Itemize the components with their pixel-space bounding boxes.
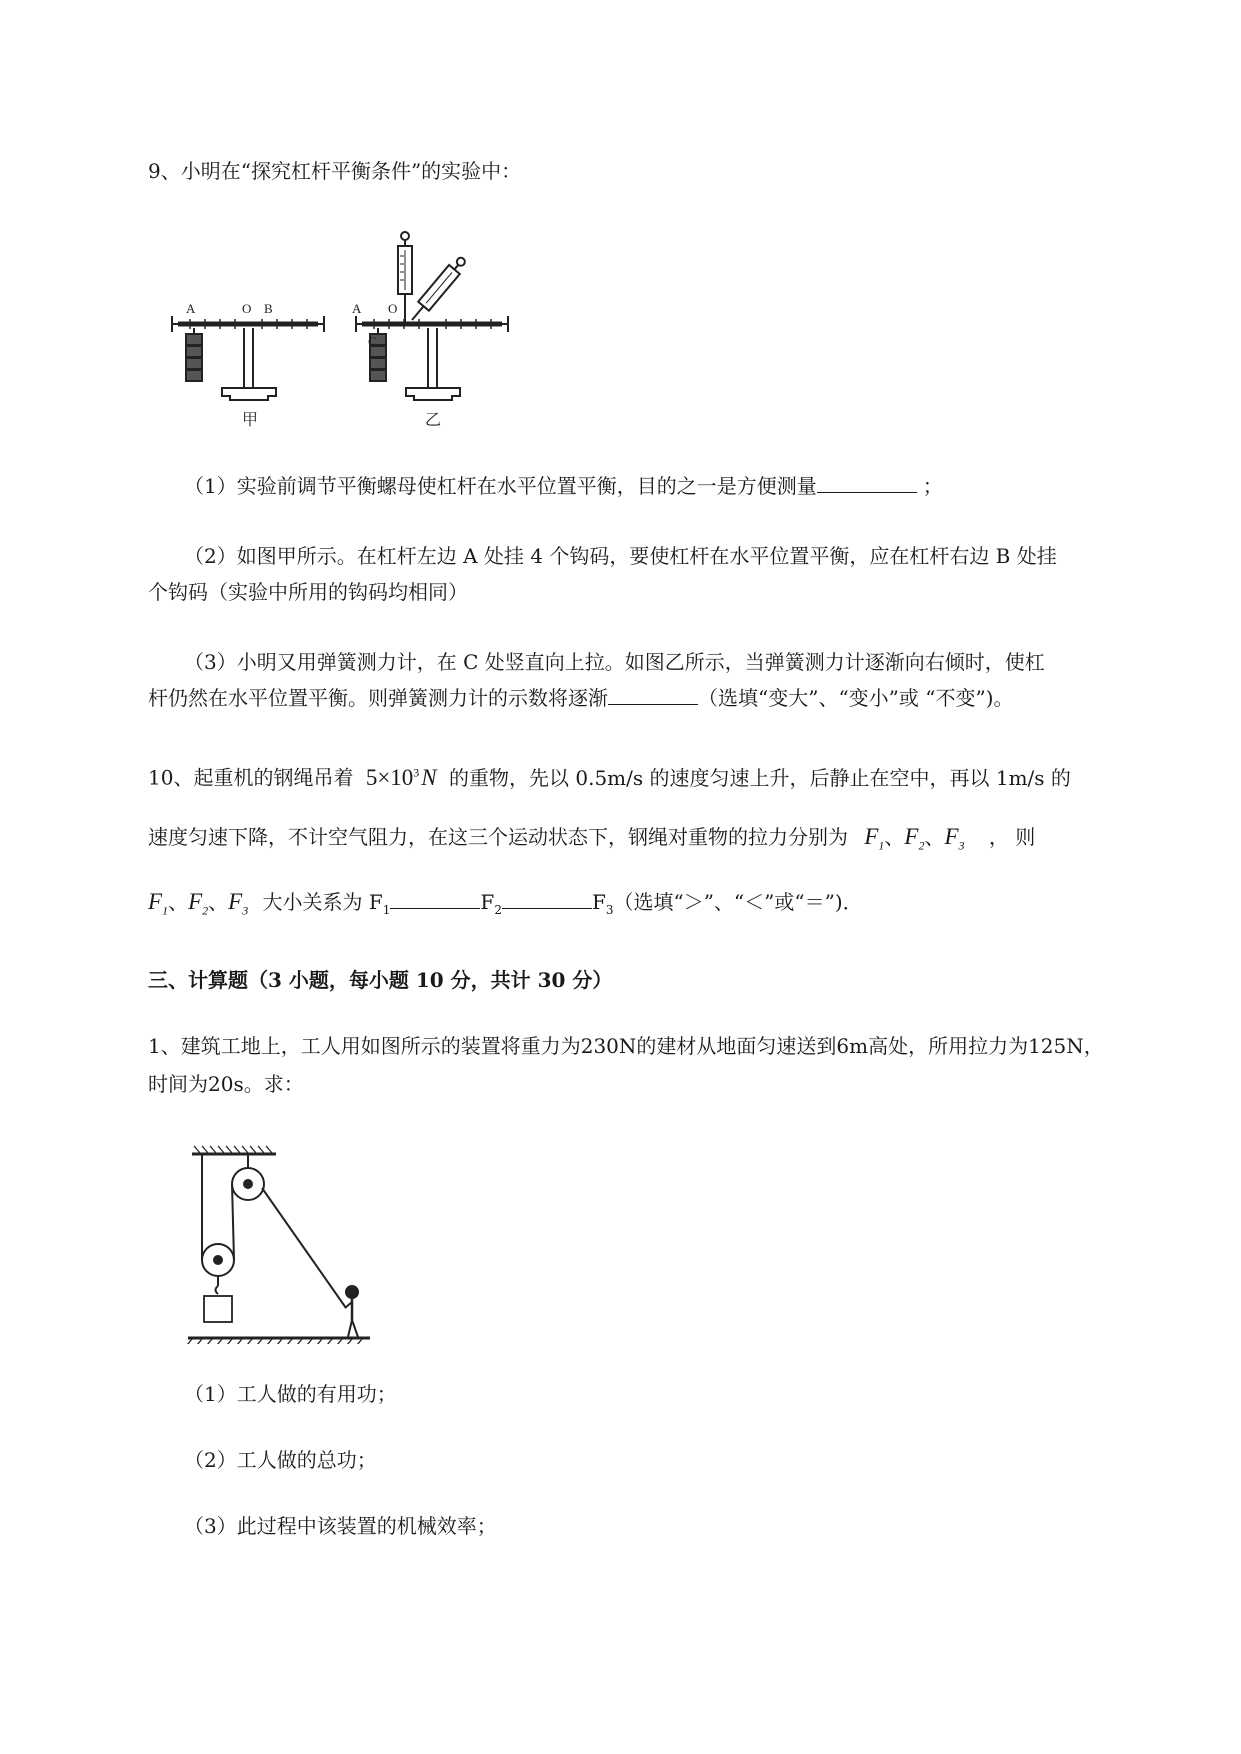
q9-part1-end: ； <box>922 474 943 498</box>
label-a-yi: A <box>352 301 362 316</box>
q9-part1-text: （1）实验前调节平衡螺母使杠杆在水平位置平衡，目的之一是方便测量 <box>184 474 817 498</box>
q10-f3-label: F <box>591 890 606 914</box>
calc1-line2: 时间为20s。求： <box>148 1072 304 1096</box>
q10-line2-end: ， 则 <box>988 825 1036 849</box>
q10-line2-text: 速度匀速下降，不计空气阻力，在这三个运动状态下，钢绳对重物的拉力分别为 <box>148 825 848 849</box>
q10-force-f1-b: $F_1$ <box>148 889 169 918</box>
caption-jia: 甲 <box>242 412 259 429</box>
q10-mass-base: 5×10 <box>365 764 414 790</box>
label-b-jia: B <box>264 301 273 316</box>
label-a-jia: A <box>186 301 196 316</box>
q10-force-f3-b: $F_3$ <box>228 889 249 918</box>
q10-mass-exp: 3 <box>413 765 420 779</box>
q9-part2-line2: 个钩码（实验中所用的钩码均相同） <box>148 580 468 604</box>
q10-line3: $F_1$、$F_2$、$F_3$ 大小关系为 $F_1$ $F_2$ $F_3$（选填“＞”、“＜”或“＝”)． <box>148 889 863 918</box>
caption-yi: 乙 <box>425 412 442 429</box>
q9-part1-blank[interactable] <box>817 472 917 493</box>
q9-part2-line1: （2）如图甲所示。在杠杆左边 A 处挂 4 个钩码，要使杠杆在水平位置平衡，应在杠杆右边 B 处挂 <box>184 544 1057 568</box>
q10-force-f1: $F_1$ <box>864 824 885 853</box>
q10-line1 <box>148 758 1071 792</box>
q10-relation-text: 大小关系为 F <box>262 890 383 914</box>
q9-part3-line2 <box>148 684 1014 712</box>
q10-force-f2: $F_2$ <box>904 824 925 853</box>
label-o-jia: O <box>242 301 252 316</box>
q9-stem: 9、小明在“探究杠杆平衡条件”的实验中： <box>148 159 522 183</box>
q10-line3-end: （选填“＞”、“＜”或“＝”)． <box>613 890 863 914</box>
lever-figure-jia <box>172 316 324 400</box>
calc1-sub2: （2）工人做的总功； <box>184 1448 377 1472</box>
q10-blank-1[interactable] <box>390 888 480 909</box>
q10-sep: 、 <box>924 825 945 849</box>
q10-sep: 、 <box>884 825 905 849</box>
q9-part3-options: （选填“变大”、“变小”或 “不变”)。 <box>698 686 1014 710</box>
q9-part3-line1: （3）小明又用弹簧测力计，在 C 处竖直向上拉。如图乙所示，当弹簧测力计逐渐向右倾时，使杠 <box>184 650 1045 674</box>
q9-part3-text: 杆仍然在水平位置平衡。则弹簧测力计的示数将逐渐 <box>148 686 608 710</box>
pulley-system-figure <box>170 1142 390 1344</box>
lever-figure-yi <box>356 232 508 400</box>
q10-force-f3: $F_3$ <box>944 824 965 853</box>
q10-line1-start: 10、起重机的钢绳吊着 <box>148 765 354 790</box>
q10-force-f2-b: $F_2$ <box>188 889 209 918</box>
q10-mass-formula <box>366 765 437 790</box>
label-c-yi: C <box>368 334 377 349</box>
q10-line1-end: 的重物，先以 0.5m/s 的速度匀速上升，后静止在空中，再以 1m/s 的 <box>449 765 1071 790</box>
q9-part3-blank[interactable] <box>608 684 698 705</box>
q10-line2 <box>148 823 1035 860</box>
calc1-line1: 1、建筑工地上，工人用如图所示的装置将重力为230N的建材从地面匀速送到6m高处，所用拉力为125N， <box>148 1034 1104 1058</box>
section-heading: 三、计算题（3 小题，每小题 10 分，共计 30 分） <box>148 968 613 992</box>
calc1-sub3: （3）此过程中该装置的机械效率； <box>184 1514 497 1538</box>
calc1-sub1: （1）工人做的有用功； <box>184 1382 397 1406</box>
label-o-yi: O <box>388 301 398 316</box>
q10-mass-unit: N <box>421 764 437 790</box>
q10-f2-label: F <box>480 890 495 914</box>
lever-experiment-figure <box>150 228 530 430</box>
q10-blank-2[interactable] <box>502 888 592 909</box>
q9-part1 <box>184 472 943 500</box>
